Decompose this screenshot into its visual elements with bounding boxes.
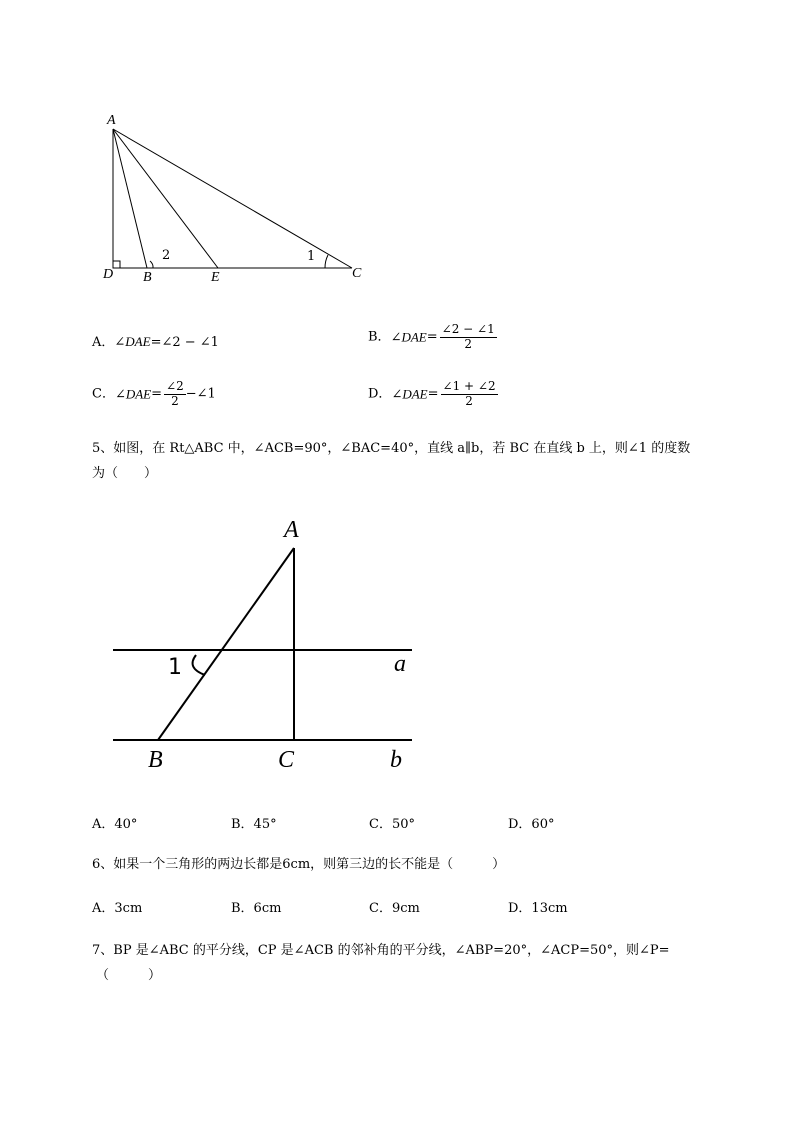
q5-option-a[interactable]: A．40°	[92, 817, 138, 832]
q4-option-a[interactable]: A．∠DAE=∠2 − ∠1	[92, 334, 219, 350]
q6-option-b[interactable]: B．6cm	[231, 901, 282, 916]
q6-option-c[interactable]: C．9cm	[369, 901, 420, 916]
q6-question: 6、如果一个三角形的两边长都是6cm，则第三边的长不能是（ ）	[92, 857, 506, 872]
fig2-label-a: A	[284, 517, 299, 543]
label-b: B	[143, 270, 152, 285]
q6-option-d[interactable]: D．13cm	[508, 901, 568, 916]
fig2-label-angle-1: 1	[168, 655, 182, 680]
angle-1-arc-fig2	[193, 655, 205, 675]
label-angle-2: 2	[162, 248, 171, 263]
fig2-label-line-b: b	[390, 747, 402, 773]
q5-question-line2: 为（ ）	[92, 466, 158, 481]
q7-question-line1: 7、BP 是∠ABC 的平分线，CP 是∠ACB 的邻补角的平分线，∠ABP=20°，∠ACP=50°，则∠P=	[92, 943, 670, 958]
q4-option-d[interactable]: D．∠DAE= $\frac{\angle 1 + \angle 2}{2}$	[368, 379, 496, 408]
q7-question-line2: （ ）	[96, 968, 162, 983]
label-d: D	[103, 267, 114, 282]
q6-option-a[interactable]: A．3cm	[92, 901, 143, 916]
q4-option-b[interactable]: B．∠DAE= $\frac{\angle 2 - \angle 1}{2}$	[368, 322, 495, 351]
q5-option-c[interactable]: C．50°	[369, 817, 415, 832]
q5-question-line1: 5、如图，在 Rt△ABC 中，∠ACB=90°，∠BAC=40°，直线 a∥b，若 BC 在直线 b 上，则∠1 的度数	[92, 441, 691, 456]
label-angle-1: 1	[307, 249, 316, 264]
label-c: C	[352, 266, 362, 281]
fig2-label-line-a: a	[394, 651, 406, 677]
label-a: A	[107, 113, 116, 128]
label-e: E	[211, 270, 220, 285]
q5-option-d[interactable]: D．60°	[508, 817, 555, 832]
segment-ab-fig2	[158, 548, 294, 740]
fig2-label-b: B	[148, 747, 163, 773]
fig2-label-c: C	[278, 747, 295, 773]
q4-option-c[interactable]: C．∠DAE= $\frac{\angle 2}{2}$ −∠1	[92, 379, 216, 408]
q5-option-b[interactable]: B．45°	[231, 817, 277, 832]
